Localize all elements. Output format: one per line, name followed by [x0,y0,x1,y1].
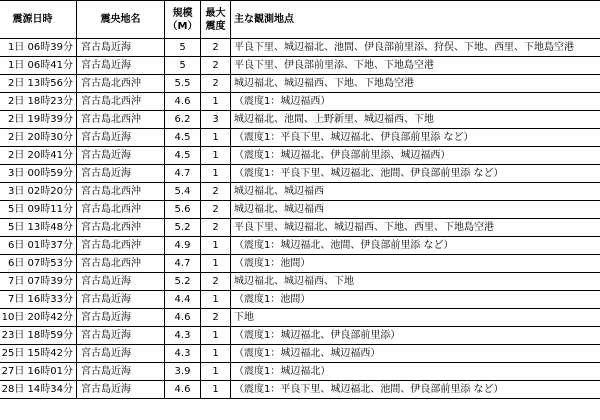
cell-place: 宮古島北西沖 [77,201,165,219]
table-row [0,345,600,363]
table-row [0,57,600,75]
header-magnitude-line1: 規模 [172,7,193,19]
cell-intensity: 2 [201,57,231,75]
table-row [0,183,600,201]
header-magnitude [165,1,201,39]
cell-place: 宮古島近海 [77,381,165,399]
cell-datetime: 5日 13時48分 [0,219,77,237]
cell-intensity: 1 [201,165,231,183]
cell-place: 宮古島近海 [77,327,165,345]
cell-magnitude: 4.3 [165,327,201,345]
cell-place: 宮古島近海 [77,273,165,291]
cell-datetime: 25日 15時42分 [0,345,77,363]
cell-observations: （震度1：城辺福北、城辺福西） [231,345,600,363]
cell-datetime: 2日 20時30分 [0,129,77,147]
cell-observations: （震度1：平良下里、城辺福北、池間、伊良部前里添 など） [231,381,600,399]
table-row [0,363,600,381]
cell-observations: （震度1：城辺福西） [231,93,600,111]
cell-observations: （震度1：池間） [231,255,600,273]
table-row [0,111,600,129]
cell-intensity: 1 [201,255,231,273]
cell-intensity: 1 [201,345,231,363]
cell-intensity: 2 [201,219,231,237]
cell-magnitude: 5.2 [165,219,201,237]
table-row [0,309,600,327]
cell-intensity: 2 [201,273,231,291]
cell-datetime: 10日 20時42分 [0,309,77,327]
cell-intensity: 1 [201,327,231,345]
cell-intensity: 1 [201,147,231,165]
cell-intensity: 1 [201,381,231,399]
cell-intensity: 2 [201,39,231,57]
cell-observations: （震度1：城辺福北、伊良部前里添） [231,327,600,345]
cell-observations: 平良下里、伊良部前里添、下地、下地島空港 [231,57,600,75]
cell-observations: 城辺福北、城辺福西 [231,183,600,201]
table-body [0,39,600,399]
cell-place: 宮古島北西沖 [77,219,165,237]
header-intensity-line2: 震度 [205,20,226,32]
table-header-row [0,1,600,39]
cell-place: 宮古島近海 [77,363,165,381]
cell-magnitude: 4.7 [165,165,201,183]
cell-place: 宮古島北西沖 [77,93,165,111]
cell-place: 宮古島北西沖 [77,75,165,93]
cell-place: 宮古島北西沖 [77,183,165,201]
cell-magnitude: 4.3 [165,345,201,363]
cell-magnitude: 4.5 [165,129,201,147]
cell-place: 宮古島近海 [77,57,165,75]
cell-observations: （震度1：平良下里、城辺福北、伊良部前里添 など） [231,129,600,147]
cell-observations: （震度1：池間） [231,291,600,309]
cell-observations: 平良下里、城辺福北、城辺福西、下地、西里、下地島空港 [231,219,600,237]
table-row [0,147,600,165]
cell-datetime: 6日 07時53分 [0,255,77,273]
cell-magnitude: 4.7 [165,255,201,273]
header-intensity-line1: 最大 [205,7,226,19]
cell-observations: 城辺福北、城辺福西、下地 [231,273,600,291]
table-row [0,381,600,399]
cell-datetime: 2日 13時56分 [0,75,77,93]
cell-datetime: 27日 16時01分 [0,363,77,381]
cell-datetime: 2日 18時23分 [0,93,77,111]
cell-observations: （震度1：城辺福北、伊良部前里添、城辺福西） [231,147,600,165]
table-row [0,327,600,345]
table-row [0,93,600,111]
cell-magnitude: 5.5 [165,75,201,93]
cell-observations: 城辺福北、池間、上野新里、城辺福西、下地 [231,111,600,129]
cell-observations: （震度1：城辺福北、池間、伊良部前里添 など） [231,237,600,255]
cell-place: 宮古島近海 [77,291,165,309]
table-row [0,129,600,147]
cell-magnitude: 4.5 [165,147,201,165]
cell-place: 宮古島近海 [77,345,165,363]
cell-observations: 下地 [231,309,600,327]
cell-intensity: 1 [201,237,231,255]
cell-intensity: 2 [201,183,231,201]
cell-magnitude: 3.9 [165,363,201,381]
cell-magnitude: 4.4 [165,291,201,309]
cell-place: 宮古島近海 [77,39,165,57]
cell-datetime: 6日 01時37分 [0,237,77,255]
cell-magnitude: 5.2 [165,273,201,291]
cell-place: 宮古島北西沖 [77,237,165,255]
cell-observations: （震度1：平良下里、城辺福北、池間、伊良部前里添 など） [231,165,600,183]
cell-datetime: 3日 00時59分 [0,165,77,183]
cell-observations: 平良下里、城辺福北、池間、伊良部前里添、狩俣、下地、西里、下地島空港 [231,39,600,57]
cell-datetime: 1日 06時39分 [0,39,77,57]
cell-magnitude: 4.6 [165,381,201,399]
cell-magnitude: 5 [165,39,201,57]
header-intensity [201,1,231,39]
cell-datetime: 3日 02時20分 [0,183,77,201]
cell-datetime: 1日 06時41分 [0,57,77,75]
header-magnitude-line2: （M） [167,20,198,32]
cell-place: 宮古島北西沖 [77,255,165,273]
cell-datetime: 5日 09時11分 [0,201,77,219]
cell-intensity: 1 [201,291,231,309]
cell-observations: （震度1：城辺福北） [231,363,600,381]
cell-magnitude: 6.2 [165,111,201,129]
header-observations: 主な観測地点 [231,1,600,39]
table-row [0,237,600,255]
cell-place: 宮古島近海 [77,309,165,327]
table-row [0,201,600,219]
cell-magnitude: 4.6 [165,93,201,111]
table-row [0,291,600,309]
cell-magnitude: 5.4 [165,183,201,201]
cell-observations: 城辺福北、城辺福西、下地、下地島空港 [231,75,600,93]
header-place: 震央地名 [77,1,165,39]
table-row [0,165,600,183]
cell-magnitude: 5.6 [165,201,201,219]
table-row [0,75,600,93]
cell-intensity: 2 [201,309,231,327]
cell-place: 宮古島北西沖 [77,111,165,129]
table-row [0,219,600,237]
table-row [0,39,600,57]
cell-datetime: 7日 07時39分 [0,273,77,291]
cell-magnitude: 4.9 [165,237,201,255]
cell-magnitude: 5 [165,57,201,75]
cell-datetime: 23日 18時59分 [0,327,77,345]
cell-magnitude: 4.6 [165,309,201,327]
cell-datetime: 7日 16時33分 [0,291,77,309]
cell-intensity: 1 [201,93,231,111]
cell-intensity: 1 [201,129,231,147]
cell-intensity: 2 [201,201,231,219]
header-datetime: 震源日時 [0,1,77,39]
cell-intensity: 1 [201,363,231,381]
cell-place: 宮古島近海 [77,165,165,183]
table-row [0,255,600,273]
cell-datetime: 2日 19時39分 [0,111,77,129]
cell-observations: 城辺福北、城辺福西 [231,201,600,219]
cell-place: 宮古島近海 [77,129,165,147]
cell-datetime: 28日 14時34分 [0,381,77,399]
cell-place: 宮古島近海 [77,147,165,165]
cell-intensity: 2 [201,75,231,93]
cell-intensity: 3 [201,111,231,129]
cell-datetime: 2日 20時41分 [0,147,77,165]
table-row [0,273,600,291]
